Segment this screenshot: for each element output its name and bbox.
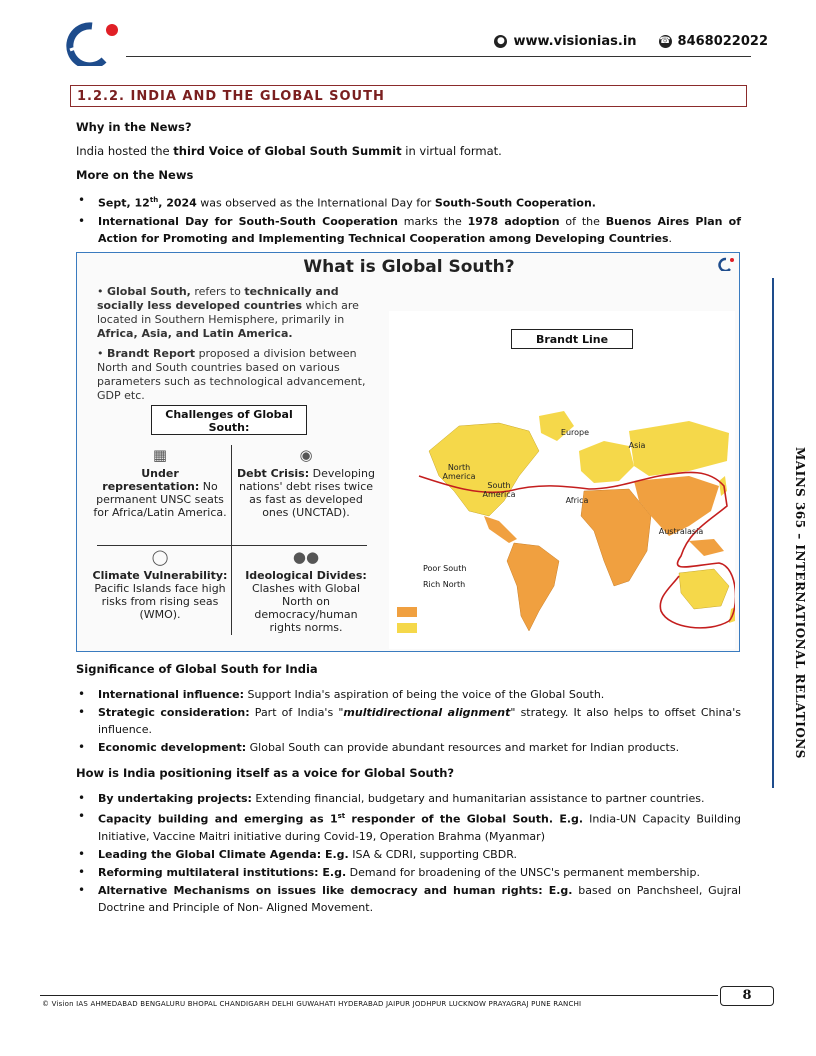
infographic-title: What is Global South? <box>303 257 515 277</box>
vision-ias-logo <box>717 257 735 271</box>
challenge-debt-crisis: ◉ Debt Crisis: Developing nations' debt rises twice as fast as developed ones (UNCTAD). <box>237 446 375 519</box>
list-item: • International Day for South-South Cooperation marks the 1978 adoption of the Buenos Aires Plan of Action for Promoting and Implementing Technical Cooperation among Developing Countries. <box>76 213 741 247</box>
challenge-climate: ◯ Climate Vulnerability: Pacific Islands face high risks from rising seas (WMO). <box>92 548 228 621</box>
more-list <box>76 192 741 248</box>
list-item: • By undertaking projects: Extending financial, budgetary and humanitarian assistance to partner countries. <box>76 790 741 807</box>
region-label: Africa <box>565 496 589 505</box>
list-item: • Leading the Global Climate Agenda: E.g. ISA & CDRI, supporting CBDR. <box>76 846 741 863</box>
sidebar-rule <box>772 278 774 788</box>
phone-number: 8468022022 <box>677 34 768 49</box>
list-item: • Capacity building and emerging as 1st responder of the Global South. E.g. India-UN Capacity Building Initiative, Vaccine Maitri initiative during Covid-19, Operation Brahma (Myanmar) <box>76 808 741 845</box>
list-item: • Alternative Mechanisms on issues like democracy and human rights: E.g. based on Panchsheel, Gujral Doctrine and Principle of Non- Aligned Movement. <box>76 882 741 916</box>
section-title: 1.2.2. INDIA AND THE GLOBAL SOUTH <box>70 85 747 107</box>
people-icon: ●● <box>292 548 320 566</box>
legend-rich-north: Rich North <box>423 580 466 589</box>
region-label: Europe <box>560 428 590 437</box>
list-item: • Sept, 12th, 2024 was observed as the International Day for South-South Cooperation. <box>76 192 741 212</box>
sidebar-label: MAINS 365 – INTERNATIONAL RELATIONS <box>793 447 807 759</box>
list-item: • International influence: Support India's aspiration of being the voice of the Global South. <box>76 686 741 703</box>
significance-heading: Significance of Global South for India <box>76 662 318 676</box>
list-item: • Reforming multilateral institutions: E.g. Demand for broadening of the UNSC's permanent membership. <box>76 864 741 881</box>
footer-divider <box>40 995 718 996</box>
money-icon: ◉ <box>299 446 313 464</box>
challenge-underrepresentation: ▦ Under representation: No permanent UNSC seats for Africa/Latin America. <box>91 449 229 519</box>
global-south-infographic <box>76 252 740 652</box>
globe-icon: ◯ <box>151 548 169 566</box>
divider <box>231 445 232 635</box>
header-divider <box>126 56 751 57</box>
more-heading: More on the News <box>76 168 194 182</box>
challenges-title: Challenges of Global South: <box>151 405 307 435</box>
infographic-intro <box>97 285 387 409</box>
positioning-list <box>76 790 741 917</box>
brandt-line-label: Brandt Line <box>511 329 633 349</box>
positioning-heading: How is India positioning itself as a voice for Global South? <box>76 766 455 780</box>
footer-centers: © Vision IAS AHMEDABAD BENGALURU BHOPAL CHANDIGARH DELHI GUWAHATI HYDERABAD JAIPUR JODHPUR LUCKNOW PRAYAGRAJ PUNE RANCHI <box>42 1000 582 1008</box>
why-heading: Why in the News? <box>76 120 192 134</box>
list-item: • Strategic consideration: Part of India's "multidirectional alignment" strategy. It also helps to offset China's influence. <box>76 704 741 738</box>
globe-icon: ● <box>494 35 507 48</box>
building-icon: ▦ <box>152 446 168 464</box>
region-label: South America <box>482 481 516 499</box>
region-label: Australasia <box>658 527 704 536</box>
divider <box>97 545 367 546</box>
challenge-ideological: ●● Ideological Divides: Clashes with Global North on democracy/human rights norms. <box>237 551 375 634</box>
vision-ias-logo <box>62 20 122 66</box>
point-brandt-report: • Brandt Report proposed a division between North and South countries based on various parameters such as technological advancement, GDP etc. <box>97 347 366 402</box>
list-item: • Economic development: Global South can provide abundant resources and market for Indian products. <box>76 739 741 756</box>
region-label: North America <box>442 463 476 481</box>
why-text: India hosted the third Voice of Global South Summit in virtual format. <box>76 144 502 158</box>
legend-poor-south: Poor South <box>423 564 467 573</box>
contact-info <box>494 34 768 49</box>
page-number: 8 <box>720 986 774 1006</box>
region-label: Asia <box>628 441 646 450</box>
significance-list <box>76 686 741 757</box>
point-global-south: • Global South, refers to technically and socially less developed countries which are located in Southern Hemisphere, primarily in Africa, Asia, and Latin America. <box>97 285 359 340</box>
phone-icon: ☎ <box>659 36 671 46</box>
website-link[interactable]: www.visionias.in <box>513 34 637 49</box>
